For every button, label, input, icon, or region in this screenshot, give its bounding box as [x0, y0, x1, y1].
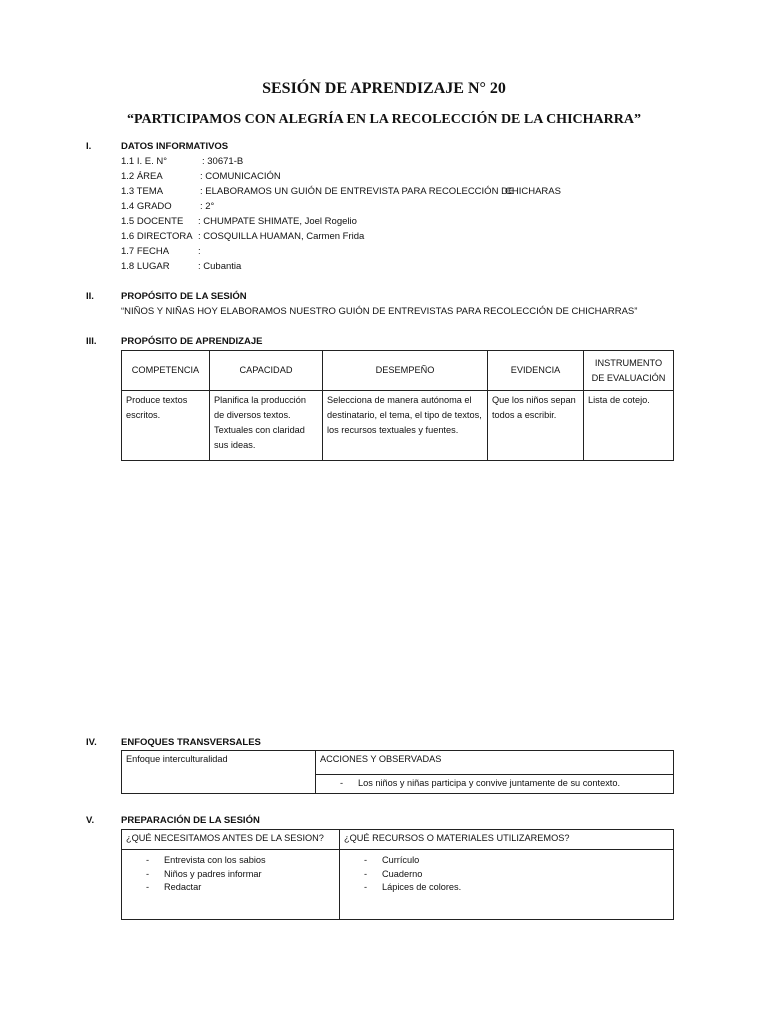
header-instrumento: INSTRUMENTO DE EVALUACIÓN	[584, 351, 674, 391]
section-1-heading: DATOS INFORMATIVOS	[121, 141, 229, 152]
info-label-lugar: 1.8 LUGAR	[121, 261, 170, 272]
table-header-row	[122, 351, 674, 391]
cell-desempeno: Selecciona de manera autónoma el destinatario, el tema, el tipo de textos, los recursos textuales y fuentes.	[323, 391, 488, 461]
cell-evidencia: Que los niños sepan todos a escribir.	[488, 391, 584, 461]
cell-competencia: Produce textos escritos.	[122, 391, 210, 461]
learning-purpose-table	[121, 350, 674, 461]
info-value-grado: : 2°	[200, 201, 215, 212]
header-competencia: COMPETENCIA	[122, 351, 210, 391]
info-value-directora: : COSQUILLA HUAMAN, Carmen Frida	[198, 231, 365, 242]
list-item: - Lápices de colores.	[364, 882, 462, 892]
preparation-header-needs: ¿QUÉ NECESITAMOS ANTES DE LA SESION?	[122, 830, 340, 850]
header-desempeno: DESEMPEÑO	[323, 351, 488, 391]
page-title: SESIÓN DE APRENDIZAJE N° 20	[262, 80, 506, 97]
section-2-heading: PROPÓSITO DE LA SESIÓN	[121, 291, 247, 302]
list-item: - Los niños y niñas participa y convive juntamente de su contexto.	[340, 778, 620, 788]
list-item: - Entrevista con los sabios	[146, 855, 266, 865]
transversal-approach-table	[121, 750, 674, 794]
info-label-ie: 1.1 I. E. N°	[121, 156, 168, 167]
info-label-fecha: 1.7 FECHA	[121, 246, 170, 257]
info-label-area: 1.2 ÁREA	[121, 171, 163, 182]
header-evidencia: EVIDENCIA	[488, 351, 584, 391]
resources-list	[344, 854, 669, 895]
page-subtitle: “PARTICIPAMOS CON ALEGRÍA EN LA RECOLECCIÓN DE LA CHICHARRA”	[127, 112, 641, 127]
session-purpose-text: “NIÑOS Y NIÑAS HOY ELABORAMOS NUESTRO GUIÓN DE ENTREVISTAS PARA RECOLECCIÓN DE CHICHARRAS”	[121, 306, 638, 317]
info-value-tema: : ELABORAMOS UN GUIÓN DE ENTREVISTA PARA RECOLECCIÓN DE	[200, 186, 515, 197]
enfoque-cell: Enfoque interculturalidad	[122, 751, 316, 794]
acciones-header: ACCIONES Y OBSERVADAS	[316, 751, 674, 775]
section-3-numeral: III.	[86, 336, 97, 347]
section-4-numeral: IV.	[86, 737, 97, 748]
cell-instrumento: Lista de cotejo.	[584, 391, 674, 461]
list-item: - Cuaderno	[364, 868, 423, 879]
cell-capacidad: Planifica la producción de diversos textos. Textuales con claridad sus ideas.	[210, 391, 323, 461]
info-label-tema: 1.3 TEMA	[121, 186, 164, 197]
section-2-numeral: II.	[86, 291, 94, 302]
list-item: - Niños y padres informar	[146, 868, 262, 879]
info-value-area: : COMUNICACIÓN	[200, 171, 281, 182]
info-value-lugar: : Cubantia	[198, 261, 242, 272]
list-item: - Currículo	[364, 855, 420, 865]
section-5-heading: PREPARACIÓN DE LA SESIÓN	[121, 815, 260, 826]
acciones-list	[320, 777, 669, 791]
needs-list	[126, 854, 335, 895]
info-value-docente: : CHUMPATE SHIMATE, Joel Rogelio	[198, 216, 357, 227]
section-4-heading: ENFOQUES TRANSVERSALES	[121, 737, 261, 748]
info-label-docente: 1.5 DOCENTE	[121, 216, 184, 227]
section-3-heading: PROPÓSITO DE APRENDIZAJE	[121, 336, 263, 347]
section-1-numeral: I.	[86, 141, 92, 152]
info-label-grado: 1.4 GRADO	[121, 201, 172, 212]
info-value-ie: : 30671-B	[202, 156, 244, 167]
info-value-fecha: :	[198, 246, 201, 257]
info-value-tema-extra: CHICHARAS	[505, 186, 561, 197]
header-capacidad: CAPACIDAD	[210, 351, 323, 391]
info-label-directora: 1.6 DIRECTORA	[121, 231, 193, 242]
list-item: - Redactar	[146, 882, 202, 892]
session-preparation-table	[121, 829, 674, 920]
section-5-numeral: V.	[86, 815, 95, 826]
preparation-header-resources: ¿QUÉ RECURSOS O MATERIALES UTILIZAREMOS?	[340, 830, 674, 850]
table-row	[122, 391, 674, 461]
